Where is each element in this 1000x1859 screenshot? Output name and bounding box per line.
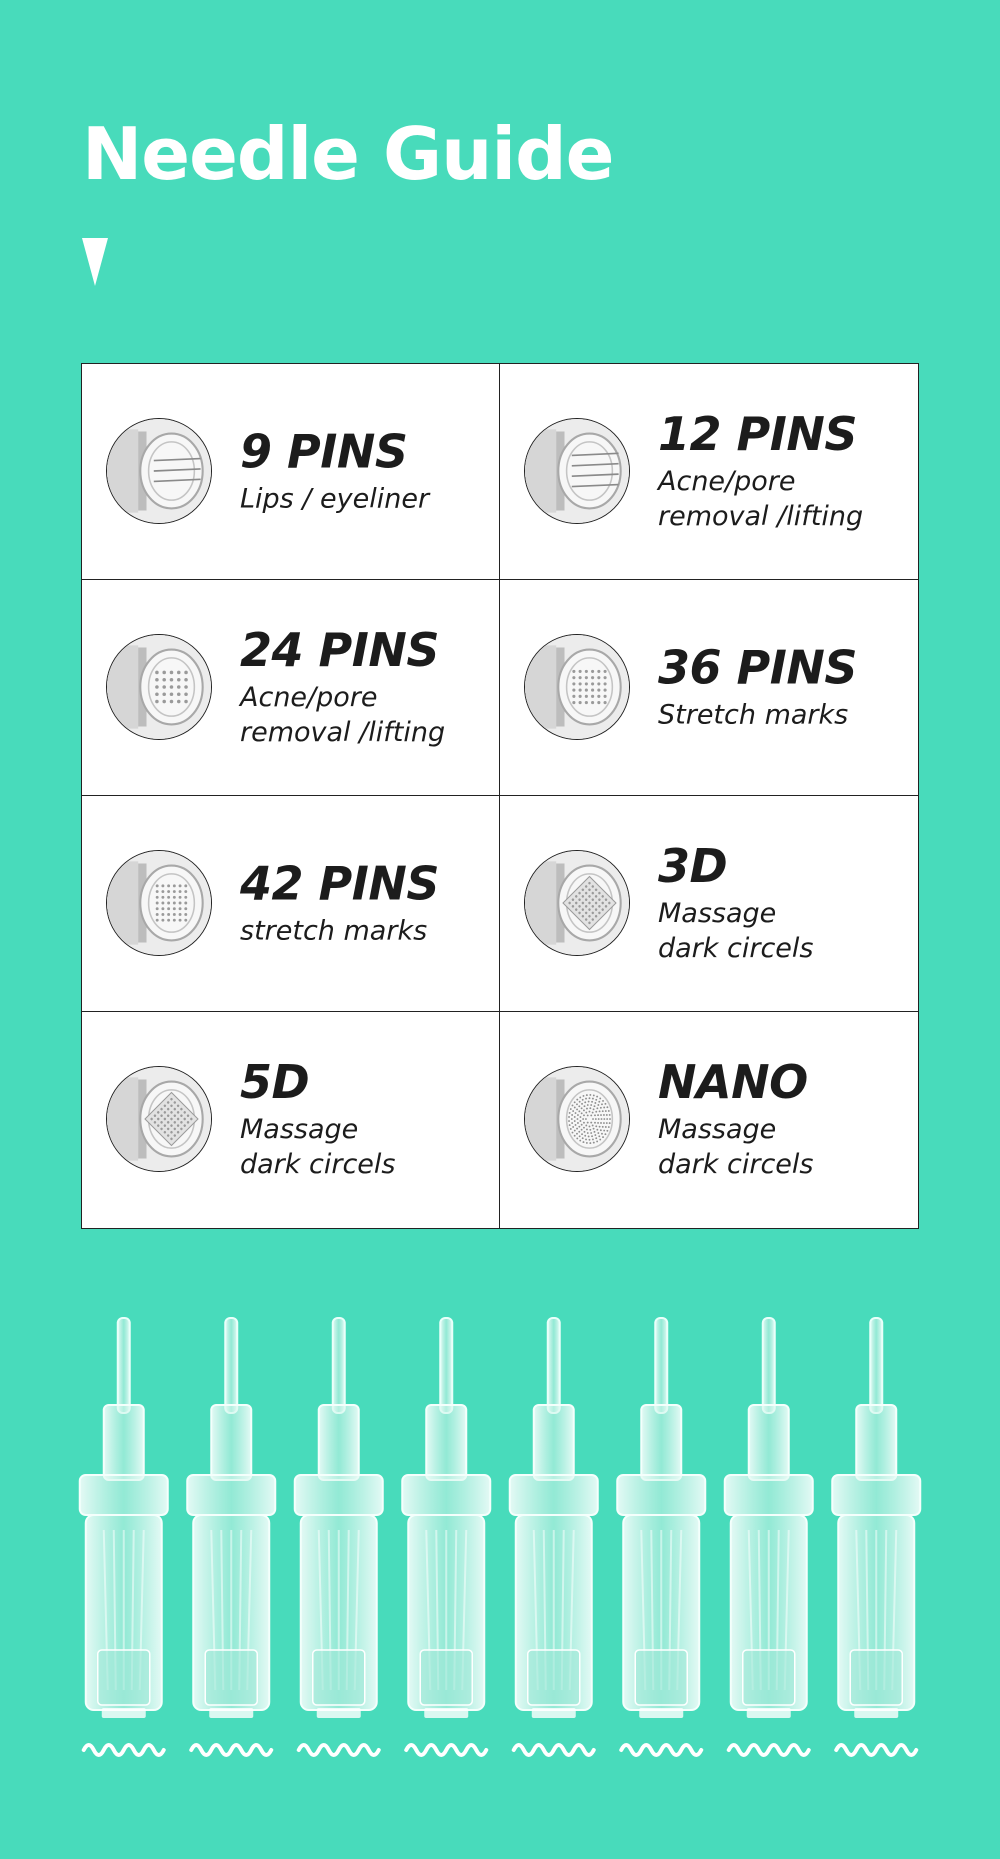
needle-description: Acne/pore removal /lifting bbox=[658, 465, 864, 532]
wave-icon bbox=[729, 1745, 809, 1755]
needle-description: Massage dark circels bbox=[240, 1114, 396, 1181]
needle-title: NANO bbox=[658, 1054, 808, 1109]
needle-cartridge bbox=[295, 1318, 383, 1755]
wave-icon bbox=[836, 1745, 916, 1755]
wave-icon bbox=[84, 1745, 164, 1755]
needle-description: Acne/pore removal /lifting bbox=[240, 681, 446, 748]
needle-description: Massage dark circels bbox=[658, 1114, 814, 1181]
wave-icon bbox=[621, 1745, 701, 1755]
needle-guide-table bbox=[81, 363, 919, 1229]
needle-tip-36-pins-icon bbox=[524, 634, 630, 740]
page-title: Needle Guide bbox=[82, 112, 614, 196]
needle-cell-12-pins bbox=[500, 364, 918, 580]
needle-tip-42-pins-icon bbox=[106, 850, 212, 956]
cartridge-row-image bbox=[70, 1310, 930, 1780]
needle-cartridge bbox=[832, 1318, 920, 1755]
wave-icon bbox=[514, 1745, 594, 1755]
needle-cell-24-pins bbox=[82, 580, 500, 796]
needle-description: Lips / eyeliner bbox=[240, 483, 430, 515]
needle-cartridge bbox=[80, 1318, 168, 1755]
needle-cartridge bbox=[617, 1318, 705, 1755]
down-pointer-icon bbox=[82, 238, 108, 286]
needle-tip-nano-icon bbox=[524, 1066, 630, 1172]
needle-cell-42-pins bbox=[82, 796, 500, 1012]
needle-cell-nano bbox=[500, 1012, 918, 1228]
wave-icon bbox=[191, 1745, 271, 1755]
needle-description: stretch marks bbox=[240, 915, 428, 947]
needle-title: 36 PINS bbox=[658, 639, 857, 694]
needle-cartridge bbox=[510, 1318, 598, 1755]
needle-tip-24-pins-icon bbox=[106, 634, 212, 740]
needle-cell-9-pins bbox=[82, 364, 500, 580]
needle-title: 9 PINS bbox=[240, 423, 408, 478]
needle-cartridge bbox=[725, 1318, 813, 1755]
needle-description: Massage dark circels bbox=[658, 897, 814, 964]
needle-tip-3d-icon bbox=[524, 850, 630, 956]
needle-title: 12 PINS bbox=[658, 406, 857, 461]
needle-cell-3d bbox=[500, 796, 918, 1012]
needle-title: 42 PINS bbox=[240, 855, 439, 910]
needle-cell-5d bbox=[82, 1012, 500, 1228]
needle-title: 3D bbox=[658, 838, 728, 893]
needle-tip-9-pins-icon bbox=[106, 418, 212, 524]
needle-cartridges-illustration bbox=[70, 1310, 930, 1780]
needle-description: Stretch marks bbox=[658, 699, 849, 731]
needle-cartridge bbox=[402, 1318, 490, 1755]
needle-cartridge bbox=[187, 1318, 275, 1755]
needle-tip-12-pins-icon bbox=[524, 418, 630, 524]
needle-title: 5D bbox=[240, 1054, 310, 1109]
wave-icon bbox=[406, 1745, 486, 1755]
needle-title: 24 PINS bbox=[240, 622, 439, 677]
needle-tip-5d-icon bbox=[106, 1066, 212, 1172]
needle-cell-36-pins bbox=[500, 580, 918, 796]
wave-icon bbox=[299, 1745, 379, 1755]
